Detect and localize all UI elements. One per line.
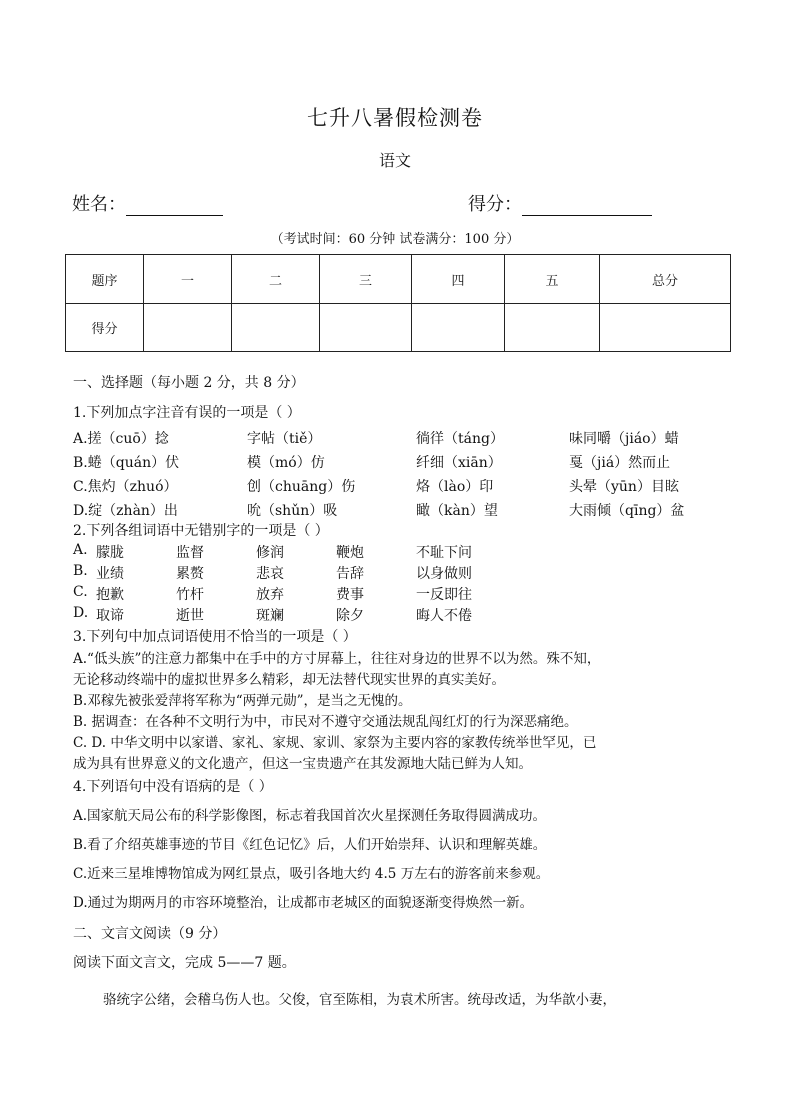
q2-word: 一反即往 — [416, 587, 472, 603]
q1-option: 创（chuāng）伤 — [247, 479, 356, 495]
table-header-cell: 总分 — [600, 255, 731, 304]
table-header-cell: 三 — [320, 255, 412, 304]
q3-option-d-cont: 成为具有世界意义的文化遗产，但这一宝贵遗产在其发源地大陆已鲜为人知。 — [73, 756, 532, 772]
passage-text: 骆统字公绪，会稽乌伤人也。父俊，官至陈相，为袁术所害。统母改适，为华歆小妻， — [103, 992, 616, 1008]
q2-word: 鞭炮 — [336, 545, 364, 561]
score-cell[interactable] — [412, 304, 505, 352]
table-header-cell: 五 — [505, 255, 600, 304]
q2-word: 抱歉 — [96, 587, 124, 603]
q2-word: 累赘 — [176, 566, 204, 582]
page-title: 七升八暑假检测卷 — [307, 106, 483, 130]
q4-option-a: A.国家航天局公布的科学影像图，标志着我国首次火星探测任务取得圆满成功。 — [73, 808, 547, 824]
q2-word: 除夕 — [336, 608, 364, 624]
score-blank[interactable] — [522, 197, 652, 216]
q3-option-c: B. 据调查：在各种不文明行为中，市民对不遵守交通法规乱闯红灯的行为深恶痛绝。 — [73, 714, 578, 730]
name-blank[interactable] — [126, 197, 223, 216]
q1-option: C.焦灼（zhuó） — [73, 479, 178, 495]
q2-word: 修润 — [256, 545, 284, 561]
q1-option: 戛（jiá）然而止 — [569, 455, 671, 471]
q1-option: 吮（shǔn）吸 — [247, 503, 338, 519]
section1-title: 一、选择题（每小题 2 分，共 8 分） — [73, 375, 305, 391]
score-cell[interactable] — [600, 304, 731, 352]
q2-word: 不耻下问 — [416, 545, 472, 561]
name-label: 姓名： — [72, 194, 126, 215]
score-cell[interactable] — [232, 304, 320, 352]
table-row-label: 得分 — [66, 304, 144, 352]
section2-title: 二、文言文阅读（9 分） — [73, 926, 227, 942]
q2-word: 取谛 — [96, 608, 124, 624]
q2-word: 费事 — [336, 587, 364, 603]
q1-option: 头晕（yūn）目眩 — [569, 479, 679, 495]
q2-word: 竹杆 — [176, 587, 204, 603]
q1-option: 纤细（xiān） — [416, 455, 502, 471]
q1-option: 烙（lào）印 — [416, 479, 494, 495]
q2-letter: B. — [73, 563, 88, 579]
section2-instruction: 阅读下面文言文，完成 5——7 题。 — [73, 955, 296, 971]
q2-stem: 2.下列各组词语中无错别字的一项是（ ） — [73, 523, 329, 539]
q2-word: 逝世 — [176, 608, 204, 624]
q1-option: 瞰（kàn）望 — [416, 503, 498, 519]
q1-stem: 1.下列加点字注音有误的一项是（ ） — [73, 405, 301, 421]
q1-option: 模（mó）仿 — [247, 455, 325, 471]
q1-option: 味同嚼（jiáo）蜡 — [569, 431, 679, 447]
q3-option-a-cont: 无论移动终端中的虚拟世界多么精彩，却无法替代现实世界的真实美好。 — [73, 672, 505, 688]
q2-word: 斑斓 — [256, 608, 284, 624]
table-header-cell: 题序 — [66, 255, 144, 304]
table-header-cell: 四 — [412, 255, 505, 304]
q2-word: 业绩 — [96, 566, 124, 582]
q3-stem: 3.下列句中加点词语使用不恰当的一项是（ ） — [73, 629, 357, 645]
q3-option-b: B.邓稼先被张爱萍将军称为“两弹元勋”，是当之无愧的。 — [73, 693, 412, 709]
score-table — [65, 254, 731, 352]
q1-option: B.蜷（quán）伏 — [73, 455, 180, 471]
q4-option-c: C.近来三星堆博物馆成为网红景点，吸引各地大约 4.5 万左右的游客前来参观。 — [73, 866, 550, 882]
q2-word: 监督 — [176, 545, 204, 561]
q3-option-d: C. D. 中华文明中以家谱、家礼、家规、家训、家祭为主要内容的家教传统举世罕见，已 — [73, 735, 597, 751]
score-table-score-row — [66, 304, 731, 352]
q1-option: 徜徉（táng） — [416, 431, 504, 447]
score-field — [468, 190, 652, 216]
table-header-cell: 二 — [232, 255, 320, 304]
q2-word: 放弃 — [256, 587, 284, 603]
q2-letter: A. — [73, 542, 88, 558]
score-cell[interactable] — [144, 304, 232, 352]
q2-word: 晦人不倦 — [416, 608, 472, 624]
q1-option: 字帖（tiě） — [247, 431, 322, 447]
name-field — [72, 190, 223, 216]
q2-word: 以身做则 — [416, 566, 472, 582]
q2-word: 告辞 — [336, 566, 364, 582]
q3-option-a: A.“低头族”的注意力都集中在手中的方寸屏幕上，往往对身边的世界不以为然。殊不知， — [73, 651, 601, 667]
q1-option: A.搓（cuō）捻 — [73, 431, 169, 447]
table-header-cell: 一 — [144, 255, 232, 304]
q2-letter: D. — [73, 605, 89, 621]
q1-option: 大雨倾（qīng）盆 — [569, 503, 685, 519]
q4-stem: 4.下列语句中没有语病的是（ ） — [73, 779, 273, 795]
q4-option-d: D.通过为期两月的市容环境整治，让成都市老城区的面貌逐渐变得焕然一新。 — [73, 895, 534, 911]
score-cell[interactable] — [505, 304, 600, 352]
q1-option: D.绽（zhàn）出 — [73, 503, 178, 519]
q2-word: 悲哀 — [256, 566, 284, 582]
subject-label: 语文 — [378, 151, 411, 170]
score-label: 得分： — [468, 194, 522, 215]
score-table-header-row — [66, 255, 731, 304]
q2-letter: C. — [73, 584, 88, 600]
score-cell[interactable] — [320, 304, 412, 352]
q2-word: 朦胧 — [96, 545, 124, 561]
q4-option-b: B.看了介绍英雄事迹的节目《红色记忆》后，人们开始崇拜、认识和理解英雄。 — [73, 837, 547, 853]
exam-note: （考试时间：60 分钟 试卷满分：100 分） — [270, 232, 520, 247]
